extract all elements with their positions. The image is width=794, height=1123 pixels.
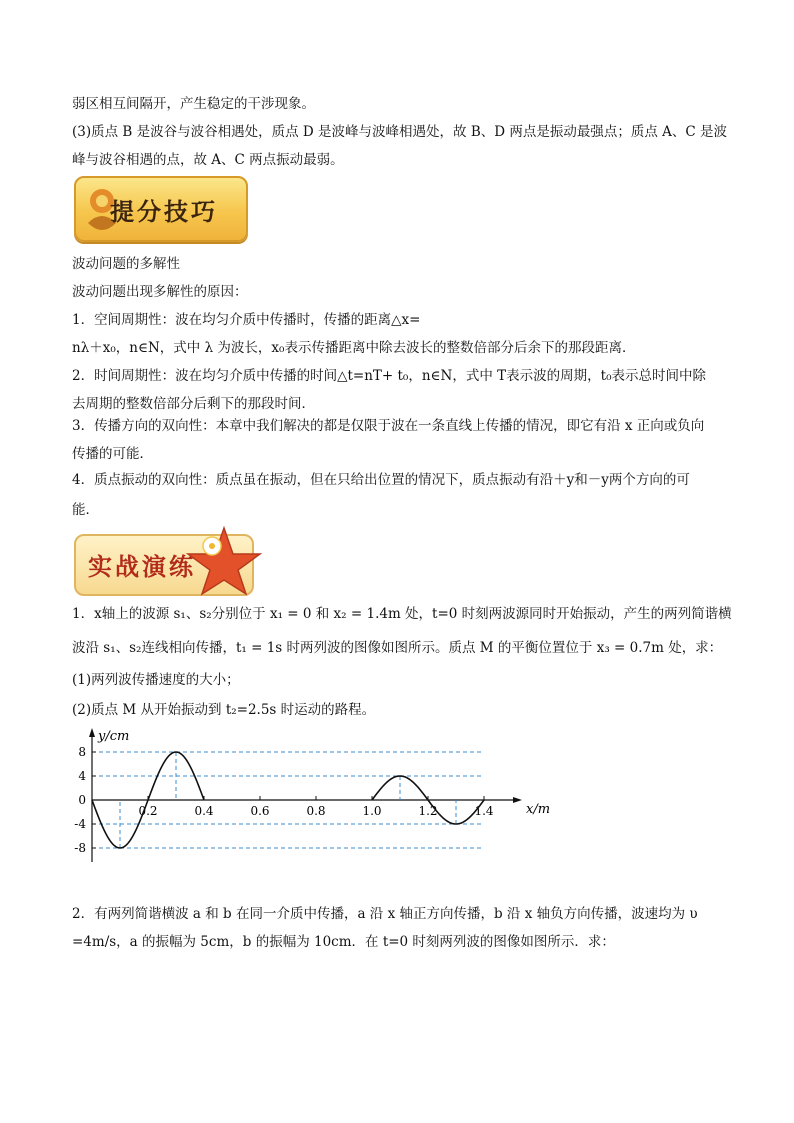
- wave-chart: [62, 726, 551, 876]
- text-line: 弱区相互间隔开，产生稳定的干涉现象。: [72, 96, 315, 112]
- text-line: 能．: [72, 502, 99, 518]
- starfish-icon: [184, 524, 264, 596]
- x-tick-label: 0.2: [138, 804, 158, 818]
- y-tick-label: 8: [78, 745, 86, 759]
- x-axis-label: x/m: [526, 802, 551, 817]
- text-line: nλ＋x₀，n∈N，式中 λ 为波长，x₀表示传播距离中除去波长的整数倍部分后余下的那段距离．: [72, 340, 636, 356]
- text-line: (3)质点 B 是波谷与波谷相遇处，质点 D 是波峰与波峰相遇处，故 B、D 两点是振动最强点；质点 A、C 是波: [72, 124, 728, 140]
- y-tick-label: 4: [78, 769, 86, 783]
- y-tick-label: -4: [74, 817, 86, 831]
- text-line: 波动问题出现多解性的原因：: [72, 284, 248, 300]
- question-line: 波沿 s₁、s₂连线相向传播，t₁ = 1s 时两列波的图像如图所示。质点 M 的平衡位置位于 x₃ = 0.7m 处，求：: [72, 640, 723, 656]
- x-tick-label: 0.6: [250, 804, 270, 818]
- text-line: 峰与波谷相遇的点，故 A、C 两点振动最弱。: [72, 152, 344, 168]
- text-line: 2．时间周期性：波在均匀介质中传播的时间△t=nT+ t₀，n∈N，式中 T表示波的周期，t₀表示总时间中除: [72, 368, 706, 384]
- x-axis-arrow: [513, 797, 522, 803]
- question-line: 1．x轴上的波源 s₁、s₂分别位于 x₁ = 0 和 x₂ = 1.4m 处，t=0 时刻两波源同时开始振动，产生的两列简谐横: [72, 606, 732, 622]
- question-line: (1)两列波传播速度的大小；: [72, 672, 240, 688]
- question-line: 2．有两列简谐横波 a 和 b 在同一介质中传播，a 沿 x 轴正方向传播，b 沿 x 轴负方向传播，波速均为 υ: [72, 906, 698, 922]
- section-title-practice: 实战演练: [88, 552, 196, 581]
- text-line: 3．传播方向的双向性：本章中我们解决的都是仅限于波在一条直线上传播的情况，即它有沿 x 正向或负向: [72, 418, 705, 434]
- text-line: 波动问题的多解性: [72, 256, 180, 272]
- y-tick-label: 0: [78, 793, 86, 807]
- x-tick-label: 1.0: [362, 804, 382, 818]
- text-line: 传播的可能．: [72, 446, 153, 462]
- y-axis-arrow: [89, 728, 95, 737]
- y-axis-label: y/cm: [98, 729, 130, 744]
- section-title-tips: 提分技巧: [110, 197, 218, 226]
- x-tick-label: 1.4: [474, 804, 494, 818]
- text-line: 4．质点振动的双向性：质点虽在振动，但在只给出位置的情况下，质点振动有沿＋y和－y两个方向的可: [72, 472, 690, 488]
- wave-chart-svg: [62, 726, 551, 876]
- x-tick-label: 0.8: [306, 804, 326, 818]
- x-tick-label: 1.2: [418, 804, 438, 818]
- text-line: 1．空间周期性：波在均匀介质中传播时，传播的距离△x=: [72, 312, 421, 328]
- question-line: (2)质点 M 从开始振动到 t₂=2.5s 时运动的路程。: [72, 702, 376, 718]
- question-line: =4m/s，a 的振幅为 5cm，b 的振幅为 10cm．在 t=0 时刻两列波的图像如图所示．求：: [72, 934, 615, 950]
- y-tick-label: -8: [74, 841, 86, 855]
- text-line: 去周期的整数倍部分后剩下的那段时间．: [72, 396, 315, 412]
- x-tick-label: 0.4: [194, 804, 214, 818]
